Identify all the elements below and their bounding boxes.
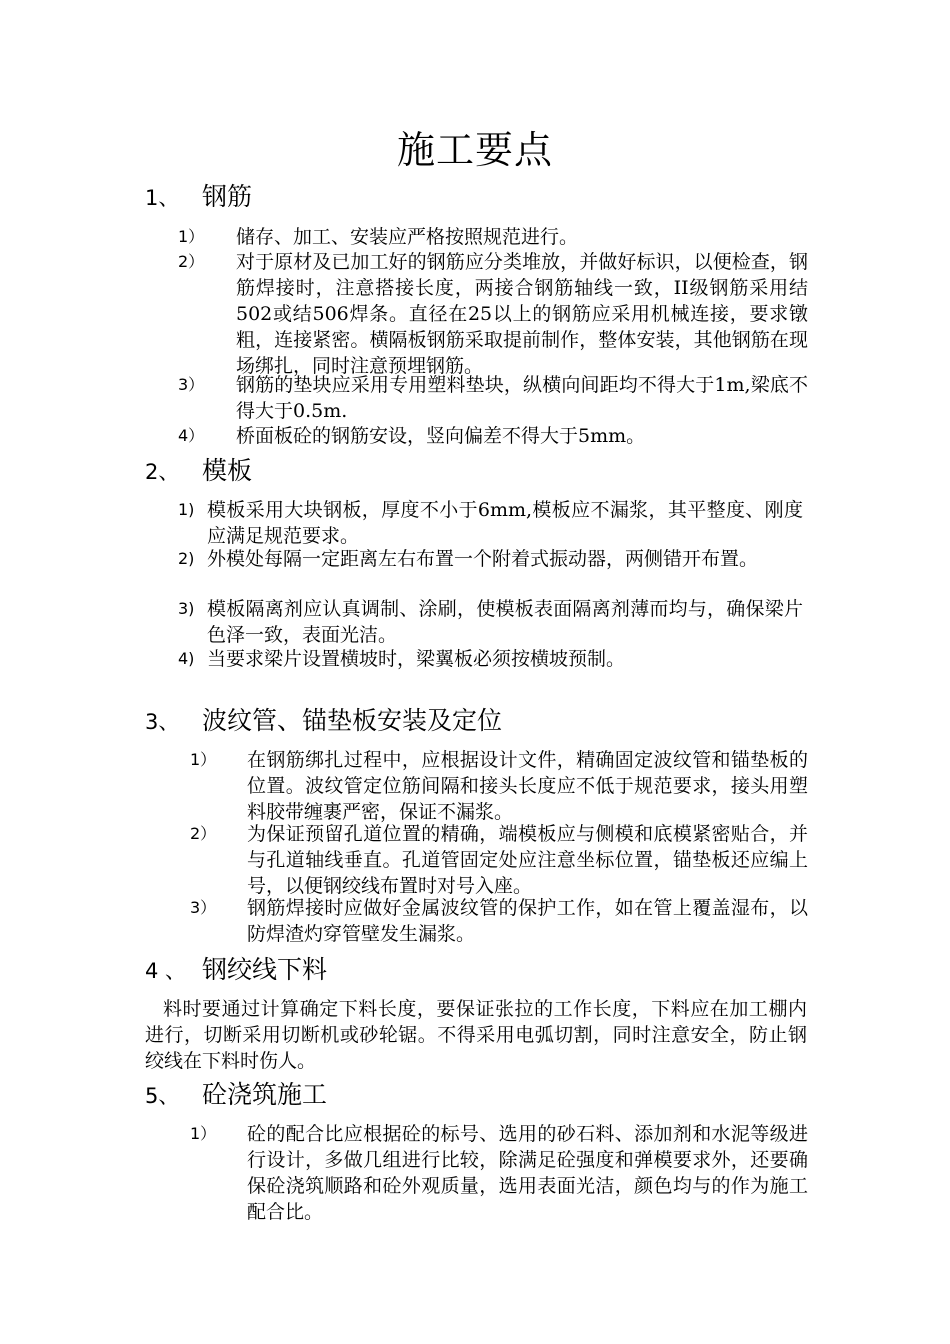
item-text: 储存、加工、安装应严格按照规范进行。 bbox=[236, 226, 579, 248]
item-number: 3） bbox=[178, 375, 205, 394]
section-number: 5、 bbox=[145, 1084, 180, 1108]
item-text: 钢筋的垫块应采用专用塑料垫块，纵横向间距均不得大于1m,梁底不得大于0.5m. bbox=[236, 374, 808, 422]
section-number: 2、 bbox=[145, 460, 180, 484]
item-number: 2） bbox=[190, 824, 217, 843]
page-title: 施工要点 bbox=[396, 128, 553, 172]
section-title: 波纹管、锚垫板安装及定位 bbox=[202, 706, 503, 735]
item-text: 当要求梁片设置横坡时，梁翼板必须按横坡预制。 bbox=[207, 648, 626, 670]
section-title: 模板 bbox=[202, 456, 253, 485]
section-heading-duct bbox=[145, 704, 825, 739]
item-number: 2） bbox=[178, 252, 205, 271]
section-paragraph: 料时要通过计算确定下料长度，要保证张拉的工作长度，下料应在加工棚内进行，切断采用切断机或砂轮锯。不得采用电弧切割，同时注意安全，防止钢绞线在下料时伤人。 bbox=[145, 998, 807, 1072]
section-heading-strand bbox=[145, 953, 825, 988]
section-number: 1、 bbox=[145, 186, 180, 210]
item-text: 模板采用大块钢板，厚度不小于6mm,模板应不漏浆，其平整度、刚度应满足规范要求。 bbox=[207, 499, 803, 547]
item-number: 1） bbox=[178, 227, 205, 246]
item-number: 3） bbox=[190, 898, 217, 917]
section-heading-formwork bbox=[145, 454, 825, 489]
item-number: 2) bbox=[178, 549, 195, 568]
section-title: 钢筋 bbox=[202, 182, 253, 211]
section-number: 3、 bbox=[145, 710, 180, 734]
item-text: 对于原材及已加工好的钢筋应分类堆放，并做好标识，以便检查，钢筋焊接时，注意搭接长度，两接合钢筋轴线一致，II级钢筋采用结502或结506焊条。直径在25以上的钢筋应采用机械连接，要求镦粗，连接紧密。横隔板钢筋采取提前制作，整体安装，其他钢筋在现场绑扎，同时注意预埋钢筋。 bbox=[236, 251, 808, 377]
section-number: 4 、 bbox=[145, 959, 187, 983]
item-text: 钢筋焊接时应做好金属波纹管的保护工作，如在管上覆盖湿布，以防焊渣灼穿管壁发生漏浆。 bbox=[247, 897, 808, 945]
item-text: 桥面板砼的钢筋安设，竖向偏差不得大于5mm。 bbox=[236, 425, 646, 447]
section-heading-concrete bbox=[145, 1078, 825, 1113]
item-number: 4) bbox=[178, 649, 195, 668]
item-text: 模板隔离剂应认真调制、涂刷，使模板表面隔离剂薄而均与，确保梁片色泽一致，表面光洁。 bbox=[207, 598, 803, 646]
item-text: 砼的配合比应根据砼的标号、选用的砂石料、添加剂和水泥等级进行设计，多做几组进行比较，除满足砼强度和弹模要求外，还要确保砼浇筑顺路和砼外观质量，选用表面光洁，颜色均与的作为施工配合比。 bbox=[247, 1123, 808, 1223]
item-text: 外模处每隔一定距离左右布置一个附着式振动器，两侧错开布置。 bbox=[207, 548, 759, 570]
item-number: 1） bbox=[190, 750, 217, 769]
item-text: 在钢筋绑扎过程中，应根据设计文件，精确固定波纹管和锚垫板的位置。波纹管定位筋间隔和接头长度应不低于规范要求，接头用塑料胶带缠裹严密，保证不漏浆。 bbox=[247, 749, 808, 823]
item-number: 4） bbox=[178, 426, 205, 445]
item-number: 3) bbox=[178, 599, 195, 618]
item-text: 为保证预留孔道位置的精确，端模板应与侧模和底模紧密贴合，并与孔道轴线垂直。孔道管固定处应注意坐标位置，锚垫板还应编上号，以便钢绞线布置时对号入座。 bbox=[247, 823, 808, 897]
section-title: 砼浇筑施工 bbox=[202, 1080, 328, 1109]
section-title: 钢绞线下料 bbox=[202, 955, 328, 984]
item-number: 1) bbox=[178, 500, 195, 519]
item-number: 1） bbox=[190, 1124, 217, 1143]
section-heading-rebar bbox=[145, 180, 825, 215]
